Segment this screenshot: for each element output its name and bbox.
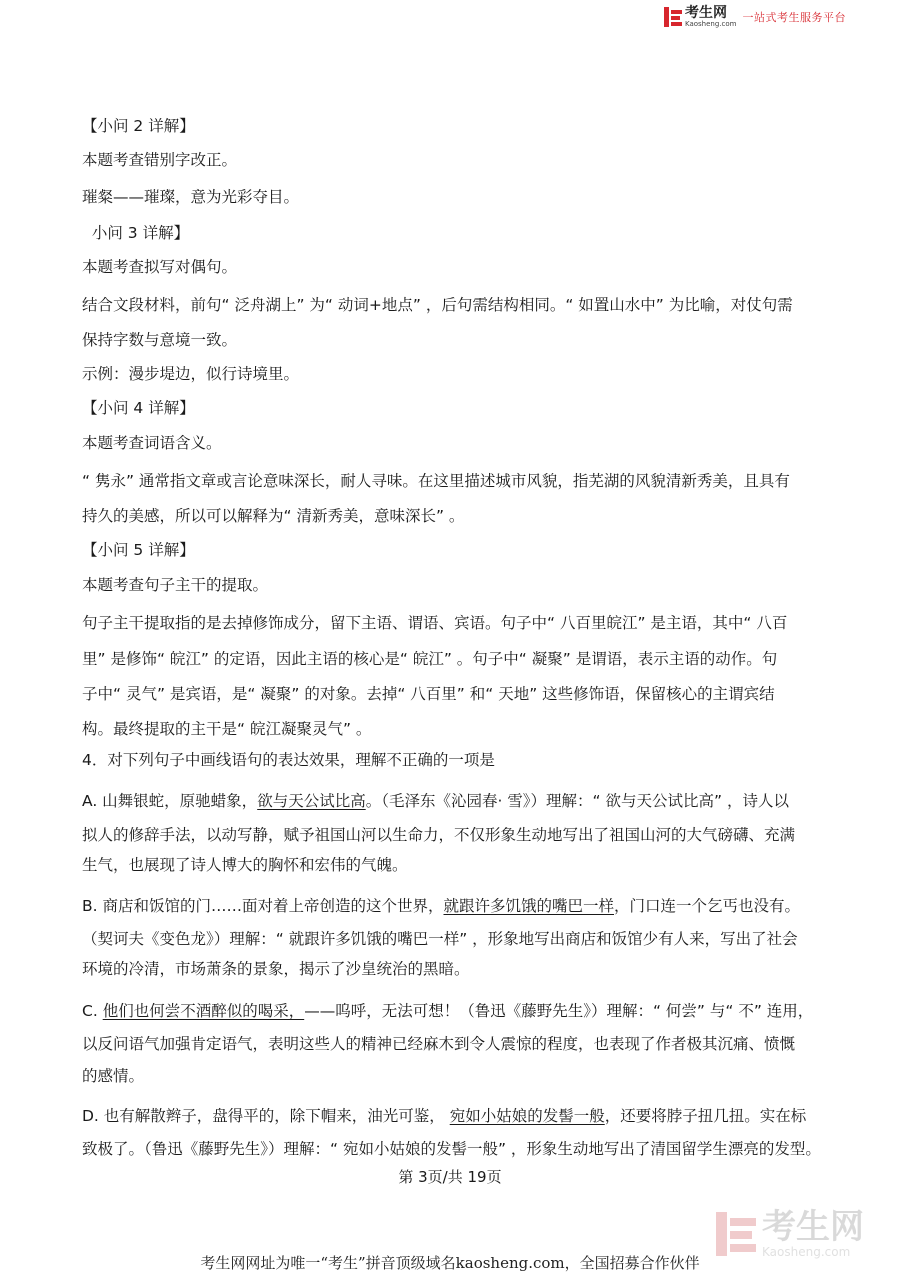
watermark-domain: Kaosheng.com <box>762 1245 851 1259</box>
text-line: 保持字数与意境一致。 <box>82 331 238 349</box>
heading-q5: 【小问 5 详解】 <box>82 541 195 559</box>
option-b: B. 商店和饭馆的门……面对着上帝创造的这个世界，就跟许多饥饿的嘴巴一样，门口连一个乞丐也没有。 <box>82 897 801 915</box>
text-line: 本题考查拟写对偶句。 <box>82 258 238 276</box>
heading-q2: 【小问 2 详解】 <box>82 117 195 135</box>
text-line: 致极了。（鲁迅《藤野先生》）理解：“ 宛如小姑娘的发髻一般” ，形象生动地写出了清国留学生漂亮的发型。 <box>82 1140 821 1158</box>
option-d: D. 也有解散辫子，盘得平的，除下帽来，油光可鉴， 宛如小姑娘的发髻一般，还要将脖子扭几扭。实在标 <box>82 1107 807 1125</box>
text-line: 里” 是修饰“ 皖江” 的定语，因此主语的核心是“ 皖江” 。句子中“ 凝聚” 是谓语，表示主语的动作。句 <box>82 650 778 668</box>
footer-banner: 考生网网址为唯一“考生”拼音顶级域名kaosheng.com，全国招募合作伙伴 <box>200 1254 700 1272</box>
text-line: 示例：漫步堤边，似行诗境里。 <box>82 365 300 383</box>
heading-q3: 小问 3 详解】 <box>82 224 190 242</box>
text-line: 本题考查句子主干的提取。 <box>82 576 269 594</box>
text-line: 构。最终提取的主干是“ 皖江凝聚灵气” 。 <box>82 720 372 738</box>
logo-name: 考生网 <box>685 5 727 21</box>
option-c: C. 他们也何尝不酒醉似的喝采，——呜呼，无法可想！（鲁迅《藤野先生》）理解：“ 何尝” 与“ 不” 连用， <box>82 1002 814 1020</box>
header-logo[interactable] <box>664 6 846 28</box>
underlined-phrase: 他们也何尝不酒醉似的喝采， <box>102 1002 305 1020</box>
text-line: （契诃夫《变色龙》）理解：“ 就跟许多饥饿的嘴巴一样” ，形象地写出商店和饭馆少有人来，写出了社会 <box>82 930 798 948</box>
text-line: 璀粲——璀璨，意为光彩夺目。 <box>82 188 300 206</box>
logo-domain: Kaosheng.com <box>685 20 737 28</box>
text-line: 以反问语气加强肯定语气，表明这些人的精神已经麻木到令人震惊的程度，也表现了作者极其沉痛、愤慨 <box>82 1035 796 1053</box>
text-line: 本题考查错别字改正。 <box>82 151 238 169</box>
text-line: “ 隽永” 通常指文章或言论意味深长，耐人寻味。在这里描述城市风貌，指芜湖的风貌清新秀美，且具有 <box>82 472 790 490</box>
option-a: A. 山舞银蛇，原驰蜡象，欲与天公试比高。（毛泽东《沁园春· 雪》）理解：“ 欲与天公试比高” ，诗人以 <box>82 792 789 810</box>
text-line: 子中“ 灵气” 是宾语，是“ 凝聚” 的对象。去掉“ 八百里” 和“ 天地” 这些修饰语，保留核心的主谓宾结 <box>82 685 775 703</box>
text-line: 句子主干提取指的是去掉修饰成分，留下主语、谓语、宾语。句子中“ 八百里皖江” 是主语，其中“ 八百 <box>82 614 788 632</box>
text-line: 环境的冷清，市场萧条的景象，揭示了沙皇统治的黑暗。 <box>82 960 470 978</box>
text-line: 生气，也展现了诗人博大的胸怀和宏伟的气魄。 <box>82 856 408 874</box>
text-line: 结合文段材料，前句“ 泛舟湖上” 为“ 动词+地点” ，后句需结构相同。“ 如置山水中” 为比喻，对仗句需 <box>82 296 793 314</box>
page-number: 第 3页/共 19页 <box>398 1168 502 1186</box>
watermark-name: 考生网 <box>762 1207 864 1247</box>
logo-tagline: 一站式考生服务平台 <box>742 11 846 24</box>
underlined-phrase: 就跟许多饥饿的嘴巴一样 <box>443 897 615 915</box>
text-line: 本题考查词语含义。 <box>82 434 222 452</box>
text-line: 持久的美感，所以可以解释为“ 清新秀美，意味深长” 。 <box>82 507 465 525</box>
underlined-phrase: 宛如小姑娘的发髻一般 <box>449 1107 605 1125</box>
text-line: 的感情。 <box>82 1067 145 1085</box>
kaosheng-logo-icon <box>664 7 682 27</box>
question-4-stem: 4．对下列句子中画线语句的表达效果，理解不正确的一项是 <box>82 751 495 769</box>
heading-q4: 【小问 4 详解】 <box>82 399 195 417</box>
watermark-logo-icon <box>716 1212 756 1256</box>
watermark <box>716 1207 864 1259</box>
text-line: 拟人的修辞手法，以动写静，赋予祖国山河以生命力，不仅形象生动地写出了祖国山河的大气磅礴、充满 <box>82 826 796 844</box>
underlined-phrase: 欲与天公试比高 <box>257 792 366 810</box>
